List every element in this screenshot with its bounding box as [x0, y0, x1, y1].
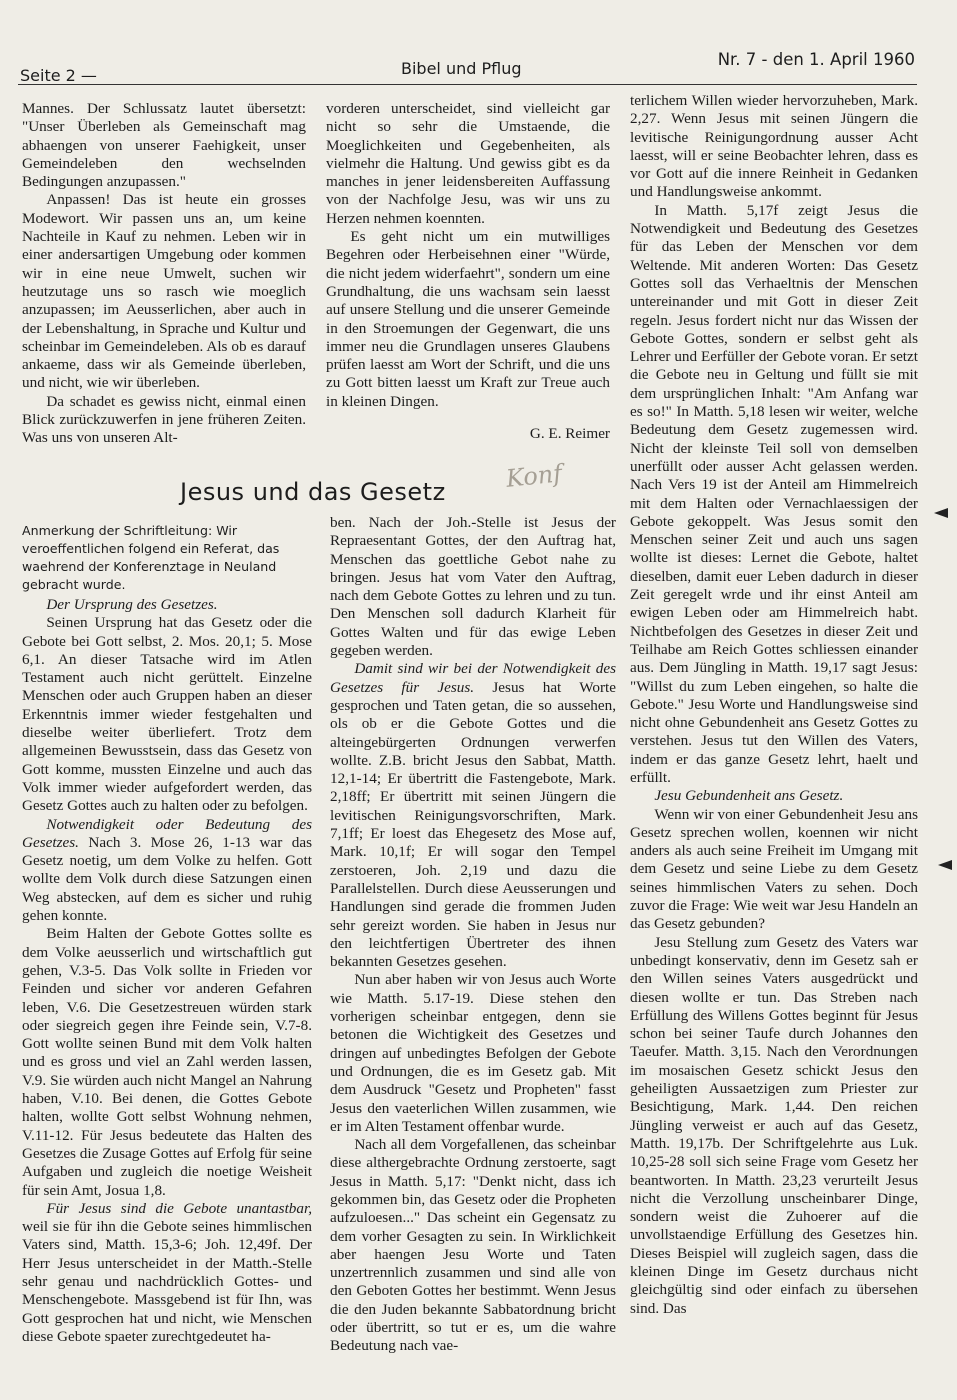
paragraph: Es geht nicht um ein mutwilliges Begehren oder Herbeisehnen einer "Würde, die nicht jedem widerfaehrt", sondern um eine Grundhaltung, die uns wachsam sein laesst auf unsere Stellung und die unserer Gemeinde in den Stroemungen der Gegenwart, die uns immer neu die Grundlagen unseres Glaubens prüfen laesst am Wort der Schrift, und die uns zu Gott bitten laesst um Kraft zur Treue auch in kleinen Dingen.: [326, 228, 610, 410]
article2-column-3: [630, 92, 918, 1318]
paragraph: Nach all dem Vorgefallenen, das scheinbar diese althergebrachte Ordnung zerstoerte, sagt Jesus in Matth. 5,17: "Denkt nicht, dass ich gekommen bin, das Gesetz oder die Propheten aufzuloesen..." Das scheint ein Gegensatz zu dem vorher Gesagten zu sein. In Wirklichkeit aber haengen Jesu Worte und Taten unzertrennlich zusammen und sind alle von den Geboten Gottes her bestimmt. Wenn Jesus die den Juden bekannte Sabbatordnung bricht oder übertritt, so tut er es, um die wahre Bedeutung nach vae-: [330, 1136, 616, 1355]
paragraph: [330, 660, 616, 971]
paragraph-lead: Notwendigkeit oder Bedeutung des Gesetzes.: [22, 815, 312, 851]
author-signature: G. E. Reimer: [529, 425, 610, 443]
binding-hole-mark: [938, 860, 952, 870]
editor-note: Anmerkung der Schriftleitung: Wir veroeffentlichen folgend ein Referat, das waehrend der Konferenztage in Neuland gebracht wurde.: [22, 523, 280, 592]
paragraph: Da schadet es gewiss nicht, einmal einen Blick zurückzuwerfen in jene früheren Zeiten. Was uns von unseren Alt-: [22, 392, 306, 447]
issue-date: Nr. 7 - den 1. April 1960: [717, 50, 915, 69]
section-heading: Der Ursprung des Gesetzes.: [46, 596, 218, 613]
paragraph: ben. Nach der Joh.-Stelle ist Jesus der Repraesentant Gottes, der den Auftrag hat, Menschen das goettliche Gebot nahe zu bringen. Jesus hat vom Vater den Auftrag, nach dem Gebote Gottes zu lehren und zu tun. Den Menschen soll dadurch Klarheit für Gottes Walten und für das ewige Leben gegeben werden.: [330, 514, 616, 660]
section-heading: Jesu Gebundenheit ans Gesetz.: [654, 787, 844, 805]
publication-title: Bibel und Pflug: [401, 59, 522, 78]
article1-column-1: [22, 100, 306, 448]
paragraph: Seinen Ursprung hat das Gesetz oder die Gebote bei Gott selbst, 2. Mos. 20,1; 5. Mose 6,1. An dieser Tatsache wird im Atlen Testament auch nicht gerüttelt. Einzelne Menschen oder auch Gruppen haben an dieser Erkenntnis immer wieder festgehalten und dieselbe weiter überliefert. Trotz dem allgemeinen Bewusstsein, dass das Gesetz von Gott komme, mussten Einzelne und auch das Volk immer wieder aufgefordert werden, das Gesetz Gottes auch zu halten oder zu befolgen.: [22, 614, 312, 815]
article1-column-2: [326, 100, 610, 443]
paragraph: vorderen unterscheidet, sind vielleicht gar nicht so sehr die Umstaende, die Moeglichkeiten und Gegebenheiten, als vielmehr die Haltung. Und gewiss gibt es da manches in jener leidensbereiten Auffassung von der Nachfolge Jesu, was wir uns zu Herzen nehmen koennten.: [326, 100, 610, 227]
paragraph: Jesu Stellung zum Gesetz des Vaters war unbedingt konservativ, denn im Gesetz sah er den Willen seines Vaters ausgedrückt und diesen wollte er tun. Das Streben nach Erfüllung des Willens Gottes beginnt für Jesus schon bei seiner Taufe durch Johannes den Taeufer. Matth. 3,15. Nach den Verordnungen im mosaischen Gesetz schickt Jesus den geheiligten Aussaetzigen zum Priester zur Besichtigung, Mark. 1,44. Den reichen Jüngling verweist er auch auf das Gesetz, Matth. 19,17b. Der Schriftgelehrte aus Luk. 10,25-28 soll sich seine Frage vom Gesetz her beantworten. In Matth. 23,23 verurteilt Jesus nicht die Verzollung unscheinbarer Dinge, sondern weist die Zuhoerer auf die unvollstaendige Erfüllung des Gesetzes hin. Dieses Beispiel will zugleich sagen, dass die kleinen Dinge im Gesetz durchaus nicht gleichgültig sind oder einfach zu übersehen sind. Das: [630, 933, 918, 1317]
paragraph: In Matth. 5,17f zeigt Jesus die Notwendigkeit und Bedeutung des Gesetzes für das Leben der Menschen vor dem Weltende. Mit anderen Worten: Das Gesetz Gottes soll das Verhaeltnis der Menschen untereinander und mit Gott in dieser Zeit regeln. Jesus fordert nicht nur das Wissen der Gebote Gottes, sondern er selbst geht als Lehrer und Eerfüller der Gebote voran. Er setzt die Gebote neu in Geltung und füllt sie mit dem ursprünglichen Inhalt: "Am Anfang war es so!" In Matth. 5,18 lesen wir weiter, welche Bedeutung dem Gesetz zugemessen wird. Nicht der kleinste Teil soll von demselben unerfüllt oder ausser Acht gelassen werden. Nach Vers 19 ist der Anteil am Himmelreich mit dem Halten oder Vernachlaessigen der Gebote gekoppelt. Was Jesus somit den Menschen seiner Zeit und auch uns sagen wollte ist dieses: Lernet die Gebote, haltet dieselben, damit euer Leben dadurch in dieser Zeit geregelt wrde und ihr einst Anteil am ewigen Leben oder am Himmelreich habt. Nichtbefolgen des Gesetzes in dieser Zeit und Teilhabe am Reich Gottes schliessen einander aus. Dem Jüngling in Matth. 19,17 sagt Jesus: "Willst du zum Leben eingehen, so halte die Gebote." Jesu Worte und Handlungsweise sind nicht ohne Gebundenheit ans Gesetz Gottes zu verstehen. Jesus tut den Willen des Vaters, indem er das ganze Gesetz lehrt, haelt und erfüllt.: [630, 201, 918, 786]
paragraph-text: Nach 3. Mose 26, 1-13 war das Gesetz noetig, um dem Volke zu helfen. Gott wollte dem Volk durch diese Satzungen einen Weg abstecken, auf dem es sicher und ruhig gehen konnte.: [22, 833, 312, 925]
paragraph-text: Jesus hat Worte gesprochen und Taten getan, die so aussehen, ols ob er die Gebote Gottes und die alteingebürgerten Ordnungen verwerfen wollte. Z.B. bricht Jesus den Sabbat, Matth. 12,1-14; Er übertritt die Fastengebote, Mark. 2,18ff; Er übertritt mit seinen Jüngern die levitischen Reinigungsvorschriften, Mark. 7,1ff; Er loest das Ehegesetz des Mose auf, Mark. 10,1f; Er will sogar den Tempel zerstoeren, Joh. 2,19 und dazu die Parallelstellen. Durch diese Aeusserungen und Handlungen sind gerade die frommen Juden sehr gereizt worden. Sie haben in Jesus nur den leichtfertigen Übertreter des ihnen bekannten Gesetzes gesehen.: [330, 678, 616, 971]
paragraph-text: weil sie für ihn die Gebote seines himmlischen Vaters sind, Matth. 15,3-6; Joh. 12,49f. Der Herr Jesus unterscheidet in der Matth.-Stelle sehr genau und nachdrücklich Gottes- und Menschengebote. Massgebend ist für Ihn, was Gott gesprochen hat und nicht, wie Menschen diese Gebote spaeter zurechtgedeutet ha-: [22, 1218, 312, 1345]
page-header: [18, 50, 917, 85]
paragraph: [22, 816, 312, 926]
paragraph: Wenn wir von einer Gebundenheit Jesu ans Gesetz sprechen wollen, koennen wir nicht anders als auch seine Freiheit im Umgang mit dem Gesetz und seine Liebe zu dem Gesetz seines himmlischen Vaters zu sehen. Doch zuvor die Frage: Wie weit war Jesu Handeln an das Gesetz gebunden?: [630, 805, 918, 933]
binding-hole-mark: [934, 508, 948, 518]
paragraph: Nun aber haben wir von Jesus auch Worte wie Matth. 5.17-19. Diese stehen den vorherigen scheinbar entgegen, denn sie betonen die Wichtigkeit des Gesetzes und dringen auf unbedingtes Befolgen der Gebote und Ordnungen, die es im Gesetz gab. Mit dem Ausdruck "Gesetz und Propheten" fasst Jesus den vaeterlichen Willen zusammen, wie er im Alten Testament offenbar wurde.: [330, 971, 616, 1135]
paragraph: Mannes. Der Schlussatz lautet übersetzt: "Unser Überleben als Gemeinschaft mag abhaengen von unserer Faehigkeit, unser Gemeindeleben den wechselnden Bedingungen anzupassen.": [22, 100, 306, 191]
paragraph: Beim Halten der Gebote Gottes sollte es dem Volke aeusserlich und wirtschaftlich gut gehen, V.3-5. Das Volk sollte in Frieden vor Feinden und sicher vor anderen Gefahren leben, V.6. Die Gesetzestreuen würden stark oder siegreich gegen ihre Feinde sein, V.7-8. Gott wollte seinen Bund mit dem Volk halten und es gross und viel an Zahl werden lassen, V.9. Sie würden auch nicht Mangel an Nahrung haben, V.10. Bei denen, die Gottes Gebote halten, wollte Gott selbst Wohnung nehmen, V.11-12. Für Jesus bedeutete das Halten des Gesetzes die Zusage Gottes auf Erfolg für seine Aufgaben und zugleich die noetige Weisheit für sein Amt, Josua 1,8.: [22, 925, 312, 1199]
paragraph-lead: Damit sind wir bei der Notwendigkeit des Gesetzes für Jesus.: [330, 660, 616, 696]
handwritten-margin-note: Konf: [504, 459, 564, 493]
paragraph: Anpassen! Das ist heute ein grosses Modewort. Wir passen uns an, um keine Nachteile in Kauf zu nehmen. Leben wir in einer andersartigen Umgebung oder kommen wir in eine neue Umwelt, suchen wir heutzutage uns so rasch wie moeglich anzupassen; im Aeusserlichen, aber auch in der Lebenshaltung, in Sprache und Kultur und scheinbar im Gemeindeleben. Als ob es darauf ankaeme, dass wir als Gemeinde überleben, und nicht, wie wir überleben.: [22, 191, 306, 392]
paragraph: [22, 1200, 312, 1346]
paragraph-lead: Für Jesus sind die Gebote unantastbar,: [46, 1199, 312, 1217]
article2-column-2: [330, 514, 616, 1356]
article2-column-1: [22, 522, 312, 1346]
article-title: Jesus und das Gesetz: [180, 478, 446, 506]
paragraph: terlichem Willen wieder hervorzuheben, Mark. 2,27. Wenn Jesus mit seinen Jüngern die levitische Reinigungordnung ausser Acht laesst, will er seine Beobachter lehren, dass es vor Gott auf die innere Reinheit in Gedanken und Handlungsweise ankommt.: [630, 92, 918, 201]
page-number: Seite 2 —: [20, 66, 97, 85]
